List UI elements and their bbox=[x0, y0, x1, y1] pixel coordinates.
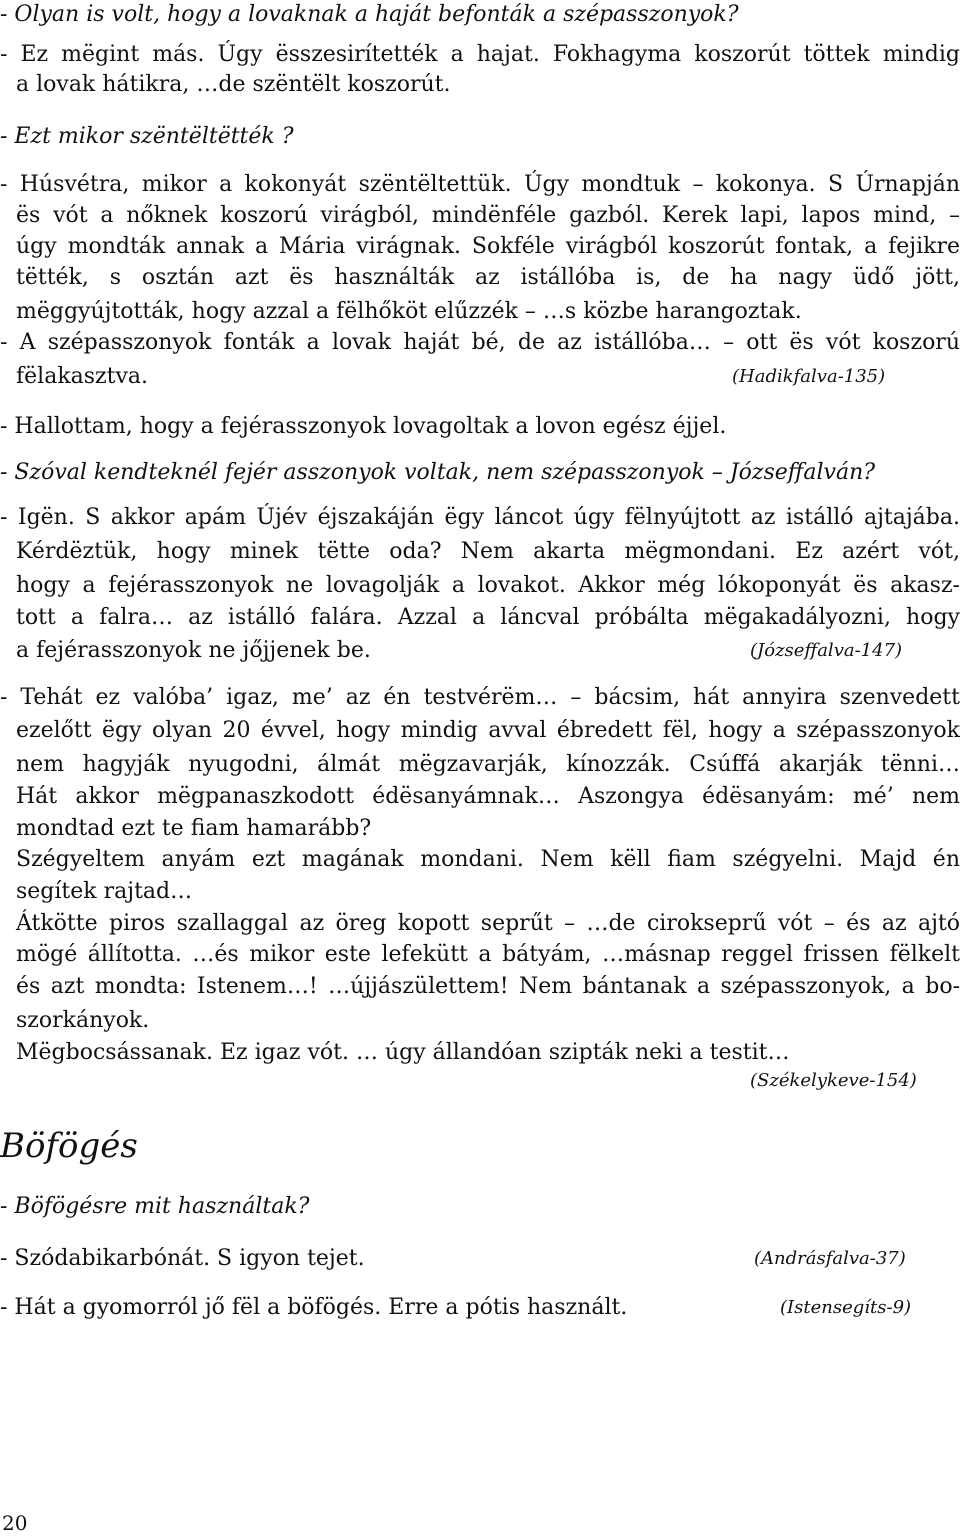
text-line: nem hagyják nyugodni, álmát mëgzavarják, kínozzák. Csúffá akarják tënni… bbox=[16, 752, 960, 777]
text-line: ës vót a nőknek koszorú virágból, mindënféle gazból. Kerek lapi, lapos mind, – bbox=[16, 203, 960, 228]
text-line: - Ez mëgint más. Úgy ësszesirítették a hajat. Fokhagyma koszorút töttek mindig bbox=[0, 42, 960, 67]
source-citation: (Székelykeve-154) bbox=[750, 1070, 917, 1091]
source-citation: (Hadikfalva-135) bbox=[732, 366, 886, 387]
text-line: - Ezt mikor szëntëltëtték ? bbox=[0, 124, 294, 149]
text-line: fëlakasztva. bbox=[16, 364, 149, 389]
text-line: hogy a fejérasszonyok ne lovagolják a lovakot. Akkor még lókoponyát ës akasz- bbox=[16, 573, 960, 598]
text-line: Átkötte piros szallaggal az öreg kopott seprűt – …de cirokseprű vót – és az ajtó bbox=[16, 911, 960, 936]
text-line: - Igën. S akkor apám Újév éjszakáján ëgy láncot úgy fëlnyújtott az istálló ajtajába. bbox=[0, 505, 960, 530]
text-line: mëggyújtották, hogy azzal a fëlhőköt elűzzék – …s közbe harangoztak. bbox=[16, 299, 802, 324]
text-line: - Szóval kendteknél fejér asszonyok voltak, nem szépasszonyok – Józseffalván? bbox=[0, 460, 876, 485]
text-line: - A szépasszonyok fonták a lovak haját bé, de az istállóba… – ott ës vót koszorú bbox=[0, 330, 960, 355]
text-line: a fejérasszonyok ne jőjjenek be. bbox=[16, 638, 371, 663]
text-line: - Olyan is volt, hogy a lovaknak a haját befonták a szépasszonyok? bbox=[0, 2, 739, 27]
text-line: - Böfögésre mit használtak? bbox=[0, 1194, 310, 1219]
text-line: mondtad ezt te fiam hamarább? bbox=[16, 816, 372, 841]
text-line: - Tehát ez valóba’ igaz, me’ az én testvérëm… – bácsim, hát annyira szenvedett bbox=[0, 685, 960, 710]
text-line: szorkányok. bbox=[16, 1008, 150, 1033]
text-line: - Hallottam, hogy a fejérasszonyok lovagoltak a lovon egész éjjel. bbox=[0, 414, 727, 439]
source-citation: (Józseffalva-147) bbox=[750, 640, 903, 661]
source-citation: (Istensegíts-9) bbox=[780, 1297, 912, 1318]
text-line: tott a falra… az istálló falára. Azzal a láncval próbálta mëgakadályozni, hogy bbox=[16, 605, 960, 630]
text-line: és azt mondta: Istenem…! …újjászülettem! Nem bántanak a szépasszonyok, a bo- bbox=[16, 974, 960, 999]
page-number: 20 bbox=[2, 1511, 28, 1535]
text-line: a lovak hátikra, …de szëntëlt koszorút. bbox=[16, 72, 451, 97]
text-line: mögé állította. …és mikor este lefekütt a bátyám, …másnap reggel frissen fëlkelt bbox=[16, 942, 960, 967]
text-line: Hát akkor mëgpanaszkodott édësanyámnak… Aszongya édësanyám: mé’ nem bbox=[16, 784, 960, 809]
text-line: - Szódabikarbónát. S igyon tejet. bbox=[0, 1246, 365, 1271]
text-line: tëtték, s osztán azt ës használták az istállóba is, de ha nagy üdő jött, bbox=[16, 265, 960, 290]
section-heading: Böfögés bbox=[0, 1126, 138, 1166]
source-citation: (Andrásfalva-37) bbox=[754, 1248, 906, 1269]
text-line: ezelőtt ëgy olyan 20 évvel, hogy mindig avval ébredett fël, hogy a szépasszonyok bbox=[16, 718, 960, 743]
text-line: Szégyeltem anyám ezt magának mondani. Nem këll fiam szégyelni. Majd én bbox=[16, 847, 960, 872]
text-line: - Hát a gyomorról jő fël a böfögés. Erre a pótis használt. bbox=[0, 1295, 628, 1320]
text-line: segítek rajtad… bbox=[16, 879, 193, 904]
text-line: Kérdëztük, hogy minek tëtte oda? Nem akarta mëgmondani. Ez azért vót, bbox=[16, 539, 960, 564]
text-line: úgy mondták annak a Mária virágnak. Sokféle virágból koszorút fontak, a fejikre bbox=[16, 234, 960, 259]
text-line: - Húsvétra, mikor a kokonyát szëntëltettük. Úgy mondtuk – kokonya. S Úrnapján bbox=[0, 172, 960, 197]
text-line: Mëgbocsássanak. Ez igaz vót. … úgy állandóan szipták neki a testit… bbox=[16, 1040, 790, 1065]
